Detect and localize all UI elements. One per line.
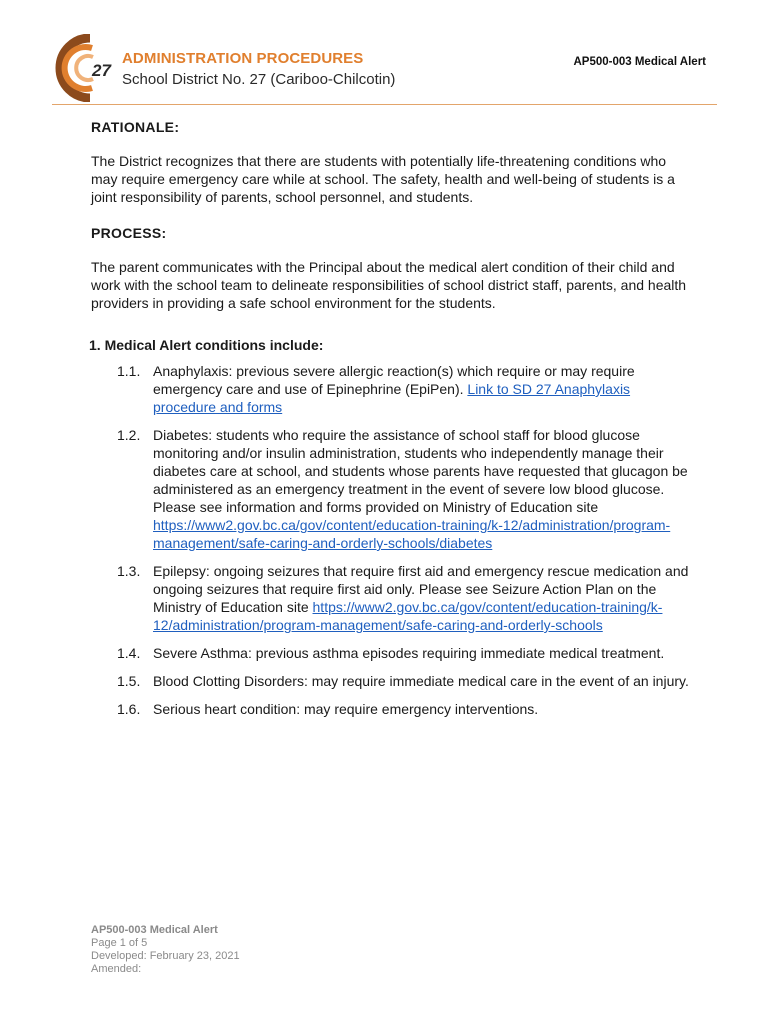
- item-text: Epilepsy: ongoing seizures that require first aid and emergency rescue medication and ongoing seizures that require first aid only. Please see Seizure Action Plan on the Ministry of Education site: [153, 563, 689, 615]
- diabetes-ministry-link[interactable]: https://www2.gov.bc.ca/gov/content/education-training/k-12/administration/program-management/safe-caring-and-orderly-schools/diabetes: [153, 517, 671, 551]
- anaphylaxis-procedure-link[interactable]: Link to SD 27 Anaphylaxis procedure and forms: [153, 381, 631, 415]
- header-doc-code: AP500-003 Medical Alert: [573, 56, 706, 68]
- process-heading: PROCESS:: [91, 225, 167, 241]
- item-text: Severe Asthma: previous asthma episodes requiring immediate medical treatment.: [153, 645, 665, 661]
- item-number: 1.4.: [117, 645, 141, 661]
- conditions-title: 1. Medical Alert conditions include:: [89, 337, 324, 353]
- item-number: 1.3.: [117, 563, 141, 579]
- item-number: 1.2.: [117, 427, 141, 443]
- footer-doc-title: AP500-003 Medical Alert: [91, 924, 218, 936]
- list-item-diabetes: [91, 426, 691, 552]
- list-item-epilepsy: [91, 562, 691, 634]
- item-text: Anaphylaxis: previous severe allergic reaction(s) which require or may require emergency care and use of Epinephrine (EpiPen).: [153, 363, 635, 397]
- list-item-blood-clotting: [91, 672, 691, 690]
- footer-developed-date: Developed: February 23, 2021: [91, 950, 240, 962]
- item-number: 1.5.: [117, 673, 141, 689]
- item-number: 1.6.: [117, 701, 141, 717]
- epilepsy-ministry-link[interactable]: https://www2.gov.bc.ca/gov/content/education-training/k-12/administration/program-management/safe-caring-and-orderly-schools: [153, 599, 663, 633]
- list-item-anaphylaxis: [91, 362, 691, 416]
- footer-amended: Amended:: [91, 963, 142, 975]
- page-footer: [91, 924, 240, 976]
- item-text: Diabetes: students who require the assistance of school staff for blood glucose monitoring and/or insulin administration, students who independently manage their diabetes care at school, and students whose parents have requested that glucagon be administered as an emergency treatment in the event of severe low blood glucose. Please see information and forms provided on Ministry of Education site: [153, 427, 688, 515]
- document-body: [91, 118, 691, 718]
- header-divider: [52, 104, 717, 105]
- footer-page-number: Page 1 of 5: [91, 937, 148, 949]
- header-title: ADMINISTRATION PROCEDURES: [122, 50, 364, 67]
- document-header: [46, 30, 716, 106]
- logo-number: 27: [92, 61, 111, 80]
- rationale-heading: RATIONALE:: [91, 119, 180, 135]
- district-logo-icon: [46, 34, 118, 102]
- item-text: Blood Clotting Disorders: may require immediate medical care in the event of an injury.: [153, 673, 689, 689]
- rationale-text: The District recognizes that there are students with potentially life-threatening conditions who may require emergency care while at school. The safety, health and well-being of students is a joint responsibility of parents, school personnel, and students.: [91, 153, 675, 205]
- item-number: 1.1.: [117, 363, 141, 379]
- process-text: The parent communicates with the Principal about the medical alert condition of their child and work with the school team to delineate responsibilities of school district staff, parents, and health providers in providing a safe school environment for the students.: [91, 259, 687, 311]
- item-text: Serious heart condition: may require emergency interventions.: [153, 701, 539, 717]
- header-district: School District No. 27 (Cariboo-Chilcotin): [122, 71, 396, 88]
- list-item-asthma: [91, 644, 691, 662]
- list-item-heart-condition: [91, 700, 691, 718]
